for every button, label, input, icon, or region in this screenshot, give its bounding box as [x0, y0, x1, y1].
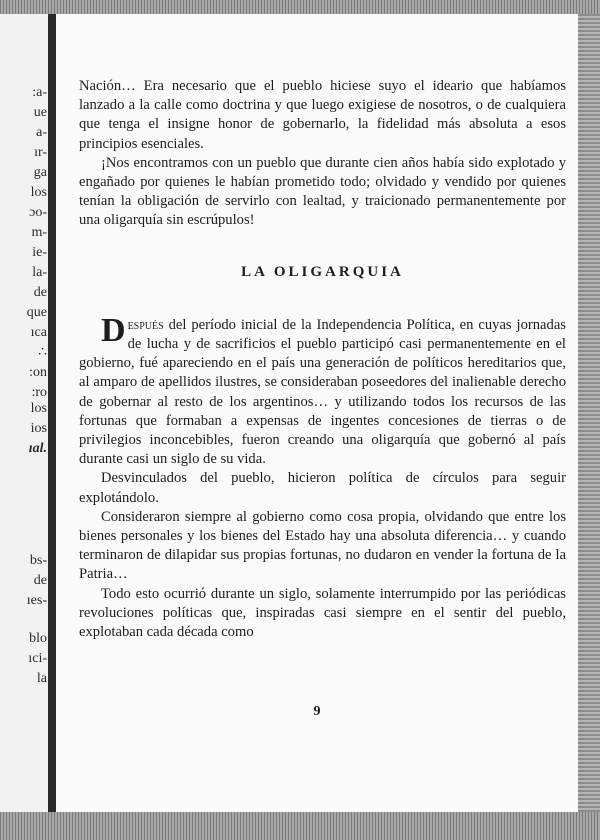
small-caps-lead: espués	[127, 316, 164, 333]
fragment-text: que	[26, 305, 47, 320]
facing-page-fragments-3	[3, 552, 47, 612]
page-body	[79, 77, 566, 642]
fragment-text: bs-	[29, 553, 47, 568]
book-spine	[48, 14, 56, 812]
scan-border-bottom	[0, 812, 600, 840]
scan-border-top	[0, 0, 600, 14]
fragment-text: de	[33, 573, 47, 588]
fragment-text: a-	[36, 125, 47, 140]
fragment-text: ıci-	[28, 651, 47, 666]
fragment-text: ie-	[32, 245, 47, 260]
facing-page-fragments-2	[3, 400, 47, 460]
page-number: 9	[313, 704, 321, 719]
fragment-text: la-	[32, 265, 47, 280]
paragraph: Consideraron siempre al gobierno como cosa propia, olvidando que entre los bienes personales y los bienes del Estado hay una absoluta diferencia… y cuando terminaron de dilapidar sus propias fortunas, no dudaron en vender la fortuna de la Patria…	[79, 508, 566, 583]
fragment-text: ır-	[34, 145, 47, 160]
fragment-text: ɔo-	[29, 205, 47, 220]
section-heading: LA OLIGARQUIA	[241, 263, 404, 280]
fragment-text: ıal.	[28, 441, 47, 456]
fragment-text: ga	[33, 165, 47, 180]
fragment-text: los	[30, 401, 47, 416]
paragraph: Nación… Era necesario que el pueblo hiciese suyo el ideario que habíamos lanzado a la calle como doctrina y que luego exigiese de nosotros, o de cualquiera que tenga el insigne honor de gobernarlo, la fidelidad más absoluta a esos principios esenciales.	[79, 78, 566, 152]
paragraph-with-dropcap	[79, 311, 566, 470]
fragment-text: ıca	[30, 325, 47, 340]
facing-page-fragments-1	[3, 84, 47, 404]
paragraph: Desvinculados del pueblo, hicieron política de círculos para seguir explotándolo.	[79, 470, 566, 506]
paragraph: Todo esto ocurrió durante un siglo, solamente interrumpido por las periódicas revoluciones políticas que, inspiradas casi siempre en el sentir del pueblo, explotaban cada década como	[79, 585, 566, 641]
paragraph-text: del período inicial de la Independencia Política, en cuyas jornadas de lucha y de sacrificios el pueblo participó casi permanentemente en el gobierno, fué apareciendo en el país una generación de políticos hereditarios que, al amparo de apellidos ilustres, se consideraban poseedores del inalienable derecho de gobernar al resto de los argentinos… y utilizando todos los recursos de las fortunas que formaban a expensas de ingentes concesiones de tierras o de privilegios inconcebibles, fueron creando una oligarquía que gobernó al país durante casi un siglo de su vida.	[79, 316, 566, 468]
paragraph: ¡Nos encontramos con un pueblo que durante cien años había sido explotado y engañado por quienes le habían prometido todo; olvidado y vendido por quienes tenían la obligación de servirlo con lealtad, y traicionado permanentemente por una oligarquía sin escrúpulos!	[79, 154, 566, 229]
fragment-text: los	[30, 185, 47, 200]
book-page	[56, 14, 578, 812]
drop-cap: D	[101, 311, 126, 349]
fragment-text: blo	[29, 631, 47, 646]
fragment-text: ue	[33, 105, 47, 120]
fragment-text: ios	[30, 421, 47, 436]
facing-page-fragments-4	[3, 630, 47, 690]
fragment-text: :on	[29, 365, 47, 380]
scan-border-right	[578, 14, 600, 812]
fragment-text: de	[33, 285, 47, 300]
fragment-text: :a-	[32, 85, 47, 100]
fragment-text: ıes-	[26, 593, 47, 608]
fragment-text: :ro	[31, 385, 47, 400]
fragment-text: ∴	[38, 345, 47, 360]
fragment-text: la	[36, 671, 47, 686]
fragment-text: m-	[31, 225, 47, 240]
